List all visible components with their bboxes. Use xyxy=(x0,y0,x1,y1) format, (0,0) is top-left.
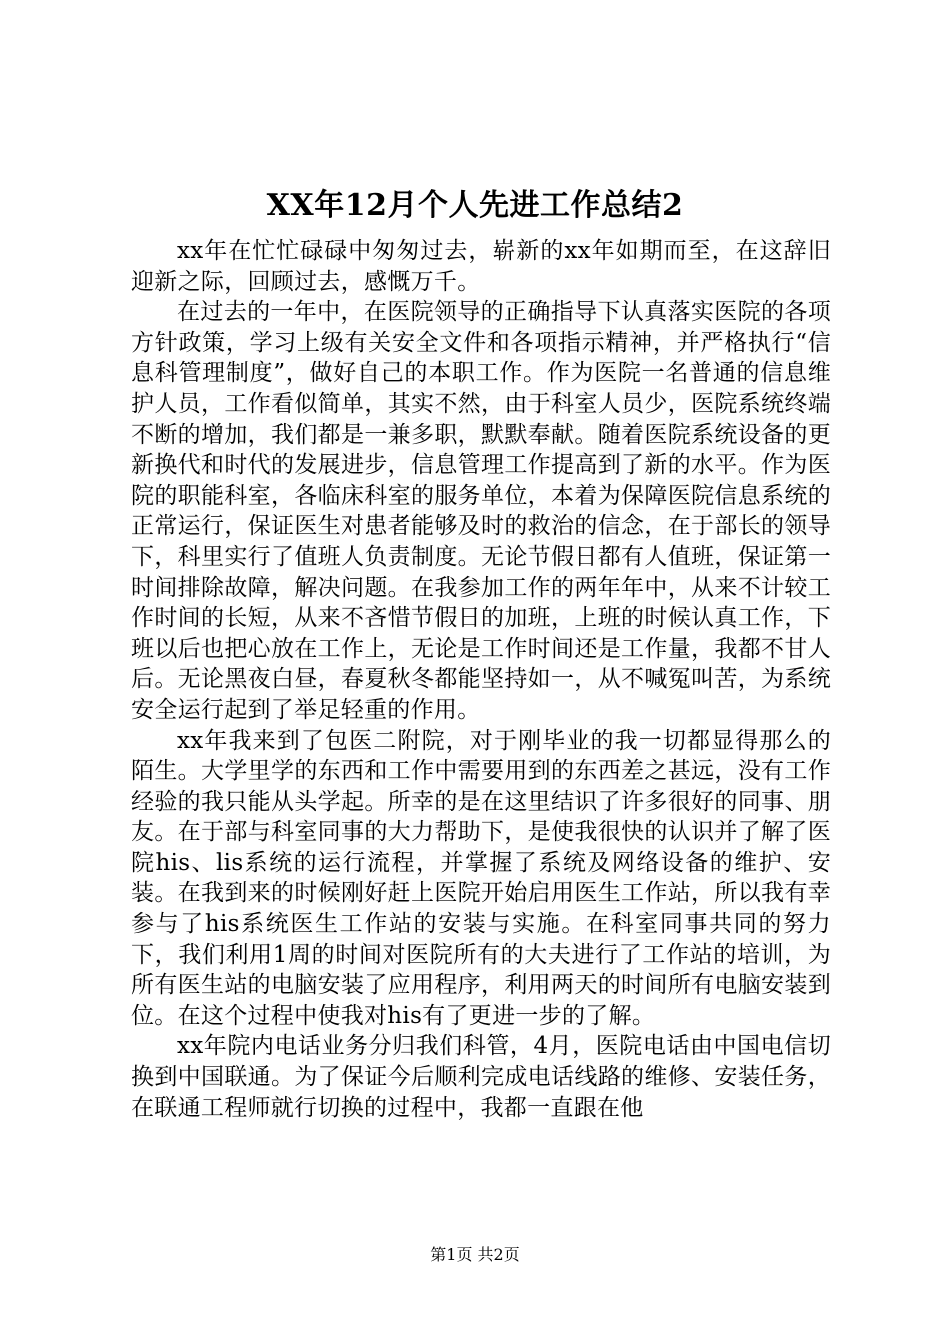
document-body xyxy=(131,236,831,1123)
document-title: XX年12月个人先进工作总结2 xyxy=(266,188,684,223)
paragraph-intro: xx年在忙忙碌碌中匆匆过去，崭新的xx年如期而至，在这辞旧迎新之际，回顾过去，感慨万千。 xyxy=(131,238,831,295)
paragraph-his-learning: xx年我来到了包医二附院，对于刚毕业的我一切都显得那么的陌生。大学里学的东西和工作中需要用到的东西差之甚远，没有工作经验的我只能从头学起。所幸的是在这里结识了许多很好的同事、朋友。在于部与科室同事的大力帮助下，是使我很快的认识并了解了医院his、lis系统的运行流程，并掌握了系统及网络设备的维护、安装。在我到来的时候刚好赶上医院开始启用医生工作站，所以我有幸参与了his系统医生工作站的安装与实施。在科室同事共同的努力下，我们利用1周的时间对医院所有的大夫进行了工作站的培训，为所有医生站的电脑安装了应用程序，利用两天的时间所有电脑安装到位。在这个过程中使我对his有了更进一步的了解。 xyxy=(131,727,831,1029)
page-footer: 第1页 共2页 xyxy=(430,1245,520,1264)
paragraph-work-summary: 在过去的一年中，在医院领导的正确指导下认真落实医院的各项方针政策，学习上级有关安全文件和各项指示精神，并严格执行“信息科管理制度”，做好自己的本职工作。作为医院一名普通的信息维护人员，工作看似简单，其实不然，由于科室人员少，医院系统终端不断的增加，我们都是一兼多职，默默奉献。随着医院系统设备的更新换代和时代的发展进步，信息管理工作提高到了新的水平。作为医院的职能科室，各临床科室的服务单位，本着为保障医院信息系统的正常运行，保证医生对患者能够及时的救治的信念，在于部长的领导下，科里实行了值班人负责制度。无论节假日都有人值班，保证第一时间排除故障，解决问题。在我参加工作的两年年中，从来不计较工作时间的长短，从来不吝惜节假日的加班，上班的时候认真工作，下班以后也把心放在工作上，无论是工作时间还是工作量，我都不甘人后。无论黑夜白昼，春夏秋冬都能坚持如一，从不喊冤叫苦，为系统安全运行起到了举足轻重的作用。 xyxy=(131,299,831,723)
paragraph-phone-service: xx年院内电话业务分归我们科管，4月，医院电话由中国电信切换到中国联通。为了保证今后顺利完成电话线路的维修、安装任务，在联通工程师就行切换的过程中，我都一直跟在他 xyxy=(131,1033,831,1121)
